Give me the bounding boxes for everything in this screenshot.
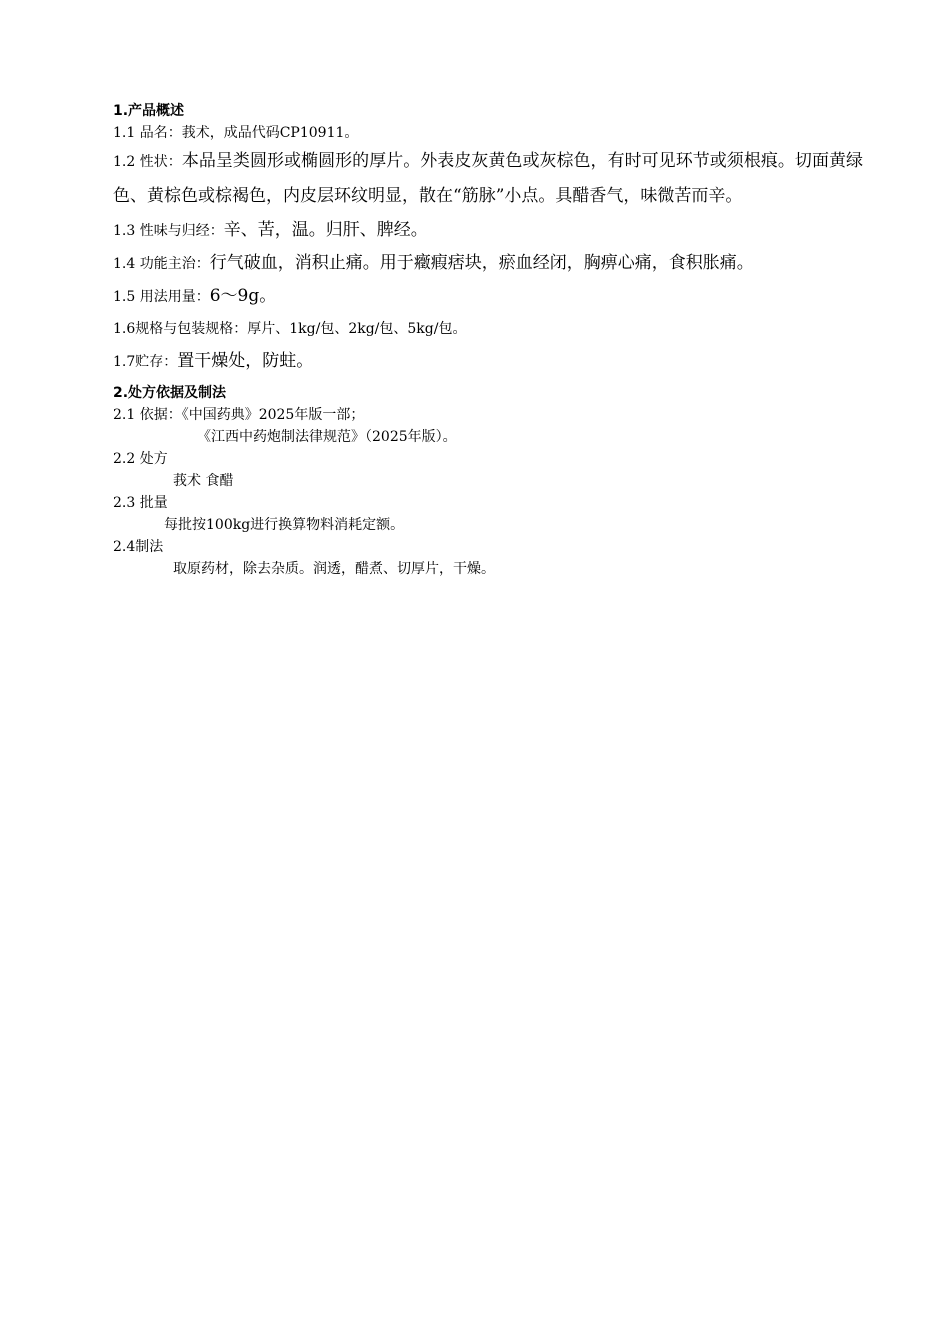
item-1-7 <box>113 350 863 373</box>
item-2-2-text: 莪术 食醋 <box>173 473 234 489</box>
item-1-7-label: 1.7贮存： <box>113 354 178 370</box>
item-2-2: 2.2 处方 <box>113 451 168 467</box>
section-1-heading: 1.产品概述 <box>113 103 185 119</box>
item-1-3 <box>113 219 863 242</box>
item-1-3-text: 辛、苦，温。归肝、脾经。 <box>223 220 428 240</box>
item-1-2-text: 本品呈类圆形或椭圆形的厚片。外表皮灰黄色或灰棕色，有时可见环节或须根痕。切面黄绿色、黄棕色或棕褐色，内皮层环纹明显，散在“筋脉”小点。具醋香气，味微苦而辛。 <box>113 151 864 206</box>
item-1-4 <box>113 252 863 275</box>
item-2-3-text: 每批按100kg进行换算物料消耗定额。 <box>164 517 405 533</box>
item-1-4-text: 行气破血，消积止痛。用于癥瘕痞块，瘀血经闭，胸痹心痛，食积胀痛。 <box>209 253 754 273</box>
item-1-5 <box>113 285 863 308</box>
item-2-4: 2.4制法 <box>113 539 164 555</box>
item-2-1-continued: 《江西中药炮制法律规范》（2025年版）。 <box>197 429 457 445</box>
item-1-5-text: 6～9g。 <box>209 286 277 306</box>
item-1-2 <box>113 144 863 213</box>
section-2-heading: 2.处方依据及制法 <box>113 385 227 401</box>
item-1-1: 1.1 品名：莪术，成品代码CP10911。 <box>113 125 359 141</box>
item-1-6: 1.6规格与包装规格：厚片、1kg/包、2kg/包、5kg/包。 <box>113 321 467 337</box>
item-1-5-label: 1.5 用法用量： <box>113 289 210 305</box>
item-1-2-label: 1.2 性状： <box>113 154 182 170</box>
item-1-4-label: 1.4 功能主治： <box>113 256 210 272</box>
item-2-1: 2.1 依据：《中国药典》2025年版一部； <box>113 407 365 423</box>
item-1-7-text: 置干燥处，防蛀。 <box>177 351 314 371</box>
item-2-4-text: 取原药材，除去杂质。润透，醋煮、切厚片，干燥。 <box>173 561 495 577</box>
item-1-3-label: 1.3 性味与归经： <box>113 223 224 239</box>
document-content <box>113 100 863 580</box>
item-2-3: 2.3 批量 <box>113 495 168 511</box>
